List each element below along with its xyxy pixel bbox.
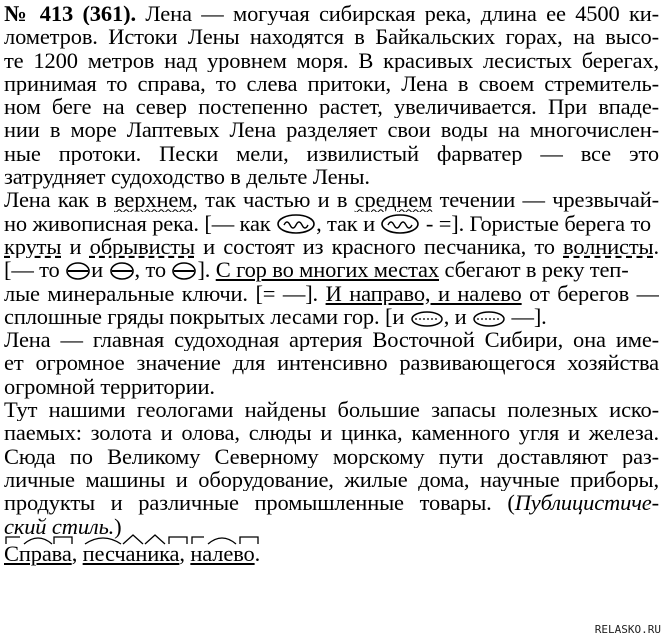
oval-dash-symbol-icon (171, 261, 197, 281)
text-line-7: ные протоки. Пески мели, извилистый фарватер — все это (4, 141, 659, 166)
wavy-oval-symbol-icon (276, 213, 316, 235)
scheme-text: ]. (197, 257, 216, 283)
text-fragment: , и (443, 303, 473, 329)
text-fragment: продукты и различные промышленные товары. ( (4, 491, 515, 515)
morpheme-marks-icon (190, 533, 262, 545)
text-line-13 (4, 282, 659, 305)
text-fragment: , так частью и в (192, 188, 355, 212)
text-line-22 (4, 491, 659, 514)
morpheme-word-peschanika (83, 542, 180, 565)
text-fragment: сбегают в реку теп- (439, 257, 629, 283)
oval-dash-symbol-icon (65, 261, 91, 281)
text-fragment: , (179, 540, 191, 566)
text-fragment: но живописная река. [ (4, 210, 212, 236)
text-line-3: те 1200 метров над уровнем моря. В красивых лесистых берегах, (4, 48, 659, 72)
dashed-underlined-word: круты (4, 234, 62, 259)
text-fragment: Лена как в (4, 188, 115, 212)
style-label: ский стиль. (4, 513, 115, 539)
text-fragment: , (71, 540, 83, 566)
word: Справа (4, 540, 72, 566)
text-line-12 (4, 258, 659, 281)
underlined-phrase: С гор во многих местах (215, 257, 439, 283)
text-line-17: огромной территории. (4, 373, 215, 399)
style-label: Публицистиче- (514, 491, 659, 515)
text-fragment: лые минеральные ключи. [= —]. (4, 281, 326, 305)
oval-dotted-symbol-icon (410, 310, 444, 328)
wavy-oval-symbol-icon (380, 213, 420, 235)
text-fragment: —]. (506, 303, 547, 329)
text-line-14 (4, 305, 659, 328)
text-line-1 (4, 2, 659, 25)
morpheme-word-nalevo (190, 542, 254, 565)
text-fragment: . (254, 540, 261, 566)
text-line-20: Сюда по Великому Северному морскому пути доставляют раз- (4, 444, 659, 468)
text-line-18: Тут нашими геологами найдены большие запасы полезных иско- (4, 398, 659, 422)
word: песчаника (82, 540, 180, 566)
text-line-6: нии в море Лаптевых Лена разделяет свои воды на многочислен- (4, 118, 659, 142)
wavy-underlined-word: верхнем (114, 188, 193, 212)
text-fragment: и состоят из красного песчаника, то (194, 234, 564, 259)
text-line-11 (4, 235, 659, 258)
underlined-phrase: И направо, и налево (325, 281, 522, 305)
dashed-underlined-word: волнисты (563, 234, 654, 259)
text-line-10 (4, 212, 659, 235)
text-line-21: личные машины и оборудование, жилые дома, научные приборы, (4, 467, 659, 492)
morpheme-marks-icon (83, 533, 191, 545)
scheme-text: [— то (4, 257, 66, 283)
text-line-19: паемых: золота и олова, слюды и цинка, каменного угля и железа. (4, 421, 659, 445)
morpheme-analysis-line (4, 542, 659, 565)
text-line-5: ном беге на север постепенно растет, увеличивается. При впаде- (4, 95, 659, 119)
text-fragment: ) (114, 513, 122, 539)
exercise-page (4, 2, 659, 565)
exercise-number: № 413 (361). (4, 2, 136, 26)
oval-dash-symbol-icon (109, 261, 135, 281)
wavy-underlined-word: среднем (354, 188, 433, 212)
dashed-underlined-word: обрывисты (89, 234, 195, 259)
watermark: RELASKO.RU (594, 623, 661, 636)
scheme-text: , так и (316, 210, 381, 236)
text-line-4: принимая то справа, то слева притоки, Лена в своем стремитель- (4, 71, 659, 96)
scheme-text: , то (134, 257, 172, 283)
text-fragment: от берегов — (521, 281, 659, 305)
morpheme-word-sprava (4, 542, 72, 565)
scheme-text: и (91, 257, 109, 283)
text-fragment: сплошные гряды покрытых лесами гор. [и (4, 303, 410, 329)
text-line-2: лометров. Истоки Лены находятся в Байкальских горах, на высо- (4, 25, 659, 49)
morpheme-marks-icon (4, 533, 76, 545)
word: налево (190, 540, 255, 566)
text-line-15: Лена — главная судоходная артерия Восточной Сибири, она име- (4, 328, 659, 352)
text-line-9 (4, 188, 659, 211)
line-text: Лена — могучая сибирская река, длина ее 4500 ки- (145, 2, 659, 26)
text-fragment: . (653, 234, 659, 259)
text-line-16: ет огромное значение для интенсивно развивающегося хозяйства (4, 351, 659, 375)
text-fragment: - =]. Гористые берега то (420, 210, 651, 236)
oval-dotted-symbol-icon (472, 310, 506, 328)
text-fragment: и (61, 234, 90, 259)
scheme-text: — как (211, 210, 277, 236)
text-fragment: течении — чрезвычай- (432, 188, 659, 212)
text-line-8: затрудняет судоходство в дельте Лены. (4, 164, 370, 190)
